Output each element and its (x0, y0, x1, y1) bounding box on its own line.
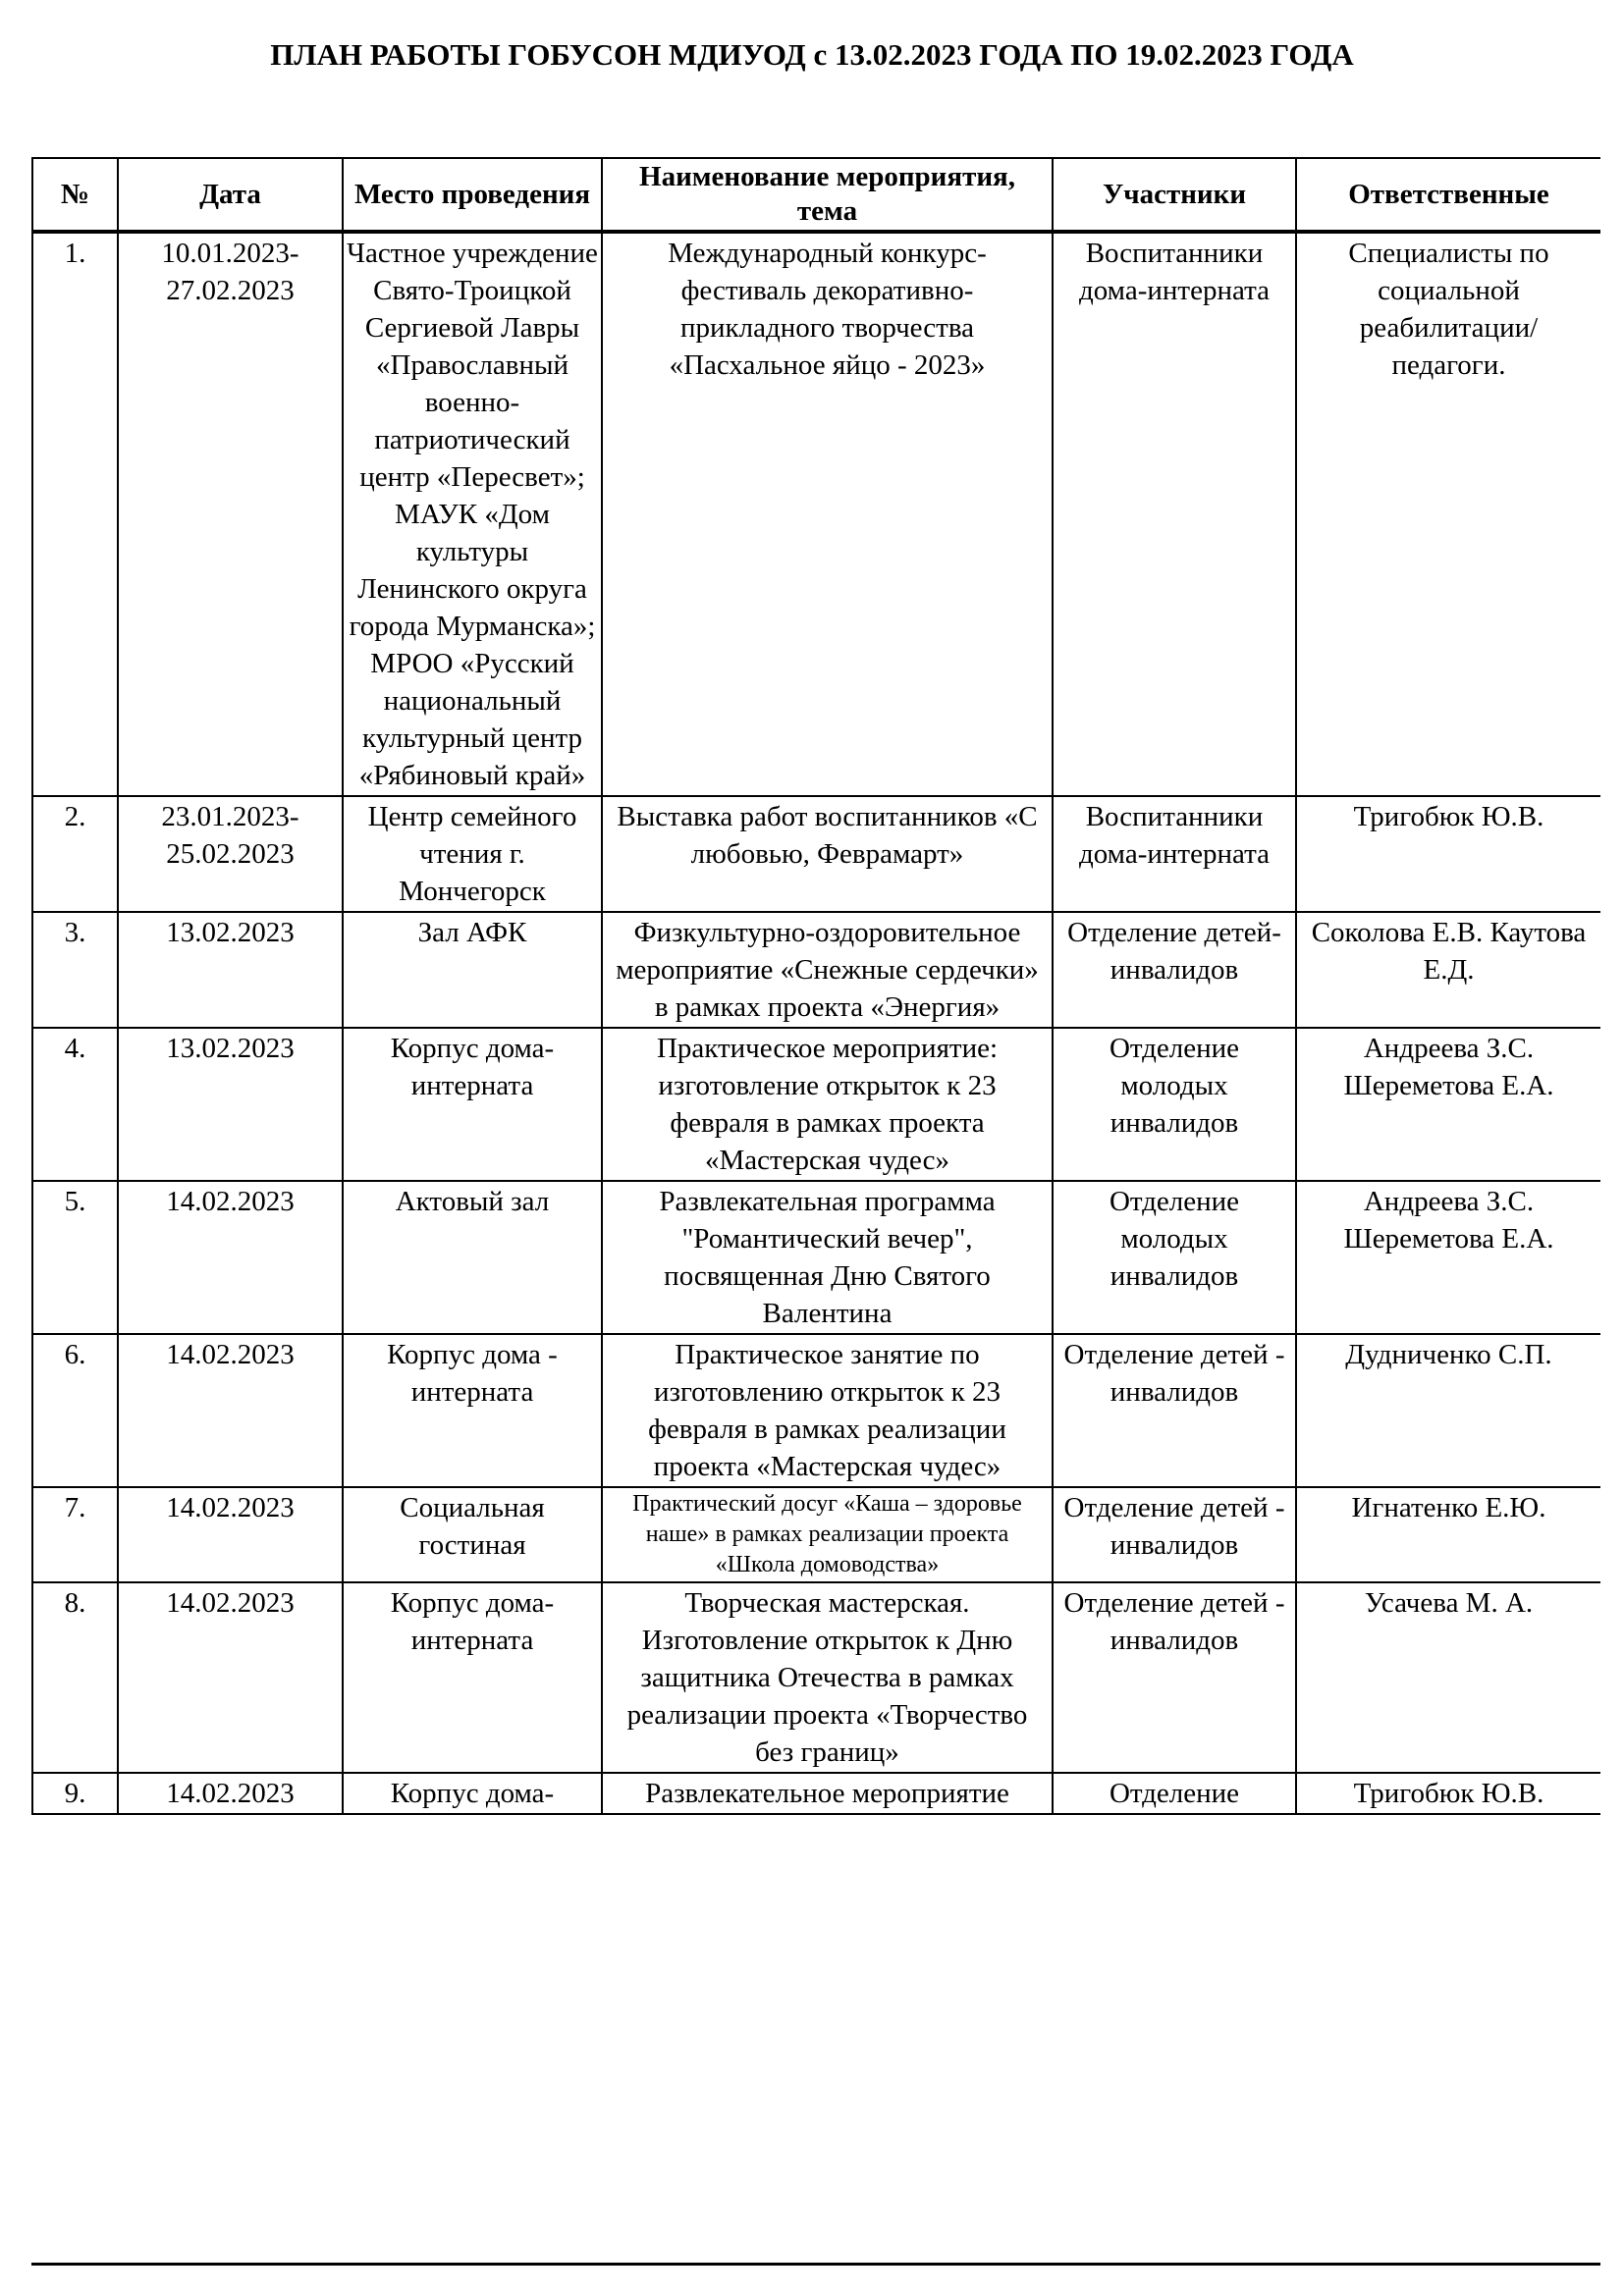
table-header-row (32, 158, 1600, 232)
cell-responsible: Специалисты по социальной реабилитации/ педагоги. (1296, 232, 1600, 796)
plan-table-container (31, 157, 1600, 2266)
plan-table (31, 157, 1600, 1815)
cell-place: Актовый зал (343, 1181, 602, 1334)
cell-num: 2. (32, 796, 118, 912)
cell-responsible: Андреева З.С. Шереметова Е.А. (1296, 1028, 1600, 1181)
table-row (32, 1334, 1600, 1487)
cell-responsible: Усачева М. А. (1296, 1582, 1600, 1773)
cell-date: 13.02.2023 (118, 1028, 343, 1181)
table-row (32, 912, 1600, 1028)
cell-participants: Отделение детей - инвалидов (1053, 1487, 1296, 1582)
table-row (32, 232, 1600, 796)
cell-event: Практическое занятие по изготовлению открыток к 23 февраля в рамках реализации проекта «Мастерская чудес» (602, 1334, 1053, 1487)
cell-participants: Отделение (1053, 1773, 1296, 1814)
cell-place: Частное учреждение Свято-Троицкой Сергиевой Лавры «Православный военно-патриотический центр «Пересвет»; МАУК «Дом культуры Ленинского округа города Мурманска»; МРОО «Русский национальный культурный центр «Рябиновый край» (343, 232, 602, 796)
cell-event: Творческая мастерская. Изготовление открыток к Дню защитника Отечества в рамках реализации проекта «Творчество без границ» (602, 1582, 1053, 1773)
cell-participants: Отделение молодых инвалидов (1053, 1028, 1296, 1181)
cell-responsible: Игнатенко Е.Ю. (1296, 1487, 1600, 1582)
cell-place: Зал АФК (343, 912, 602, 1028)
table-row (32, 1028, 1600, 1181)
table-row (32, 796, 1600, 912)
cell-num: 1. (32, 232, 118, 796)
cell-place: Корпус дома - интерната (343, 1334, 602, 1487)
cell-event: Международный конкурс-фестиваль декоративно-прикладного творчества «Пасхальное яйцо - 2023» (602, 232, 1053, 796)
cell-num: 5. (32, 1181, 118, 1334)
cell-num: 4. (32, 1028, 118, 1181)
cell-num: 8. (32, 1582, 118, 1773)
cell-participants: Отделение детей - инвалидов (1053, 1334, 1296, 1487)
cell-date: 14.02.2023 (118, 1582, 343, 1773)
cell-event: Практический досуг «Каша – здоровье наше» в рамках реализации проекта «Школа домоводства» (602, 1487, 1053, 1582)
header-cell-event: Наименование мероприятия, тема (602, 158, 1053, 232)
cell-participants: Воспитанники дома-интерната (1053, 796, 1296, 912)
cell-date: 14.02.2023 (118, 1181, 343, 1334)
cell-place: Социальная гостиная (343, 1487, 602, 1582)
cell-responsible: Тригобюк Ю.В. (1296, 796, 1600, 912)
cell-responsible: Тригобюк Ю.В. (1296, 1773, 1600, 1814)
table-row (32, 1487, 1600, 1582)
cell-participants: Воспитанники дома-интерната (1053, 232, 1296, 796)
cell-num: 3. (32, 912, 118, 1028)
cell-num: 7. (32, 1487, 118, 1582)
cell-num: 9. (32, 1773, 118, 1814)
cell-event: Выставка работ воспитанников «С любовью, Феврамарт» (602, 796, 1053, 912)
cell-place: Корпус дома-интерната (343, 1582, 602, 1773)
header-cell-participants: Участники (1053, 158, 1296, 232)
cell-date: 23.01.2023-25.02.2023 (118, 796, 343, 912)
cell-event: Физкультурно-оздоровительное мероприятие «Снежные сердечки» в рамках проекта «Энергия» (602, 912, 1053, 1028)
cell-place: Корпус дома- (343, 1773, 602, 1814)
cell-participants: Отделение детей - инвалидов (1053, 1582, 1296, 1773)
table-row (32, 1773, 1600, 1814)
cell-responsible: Андреева З.С. Шереметова Е.А. (1296, 1181, 1600, 1334)
cell-responsible: Соколова Е.В. Каутова Е.Д. (1296, 912, 1600, 1028)
cell-participants: Отделение детей-инвалидов (1053, 912, 1296, 1028)
cell-date: 13.02.2023 (118, 912, 343, 1028)
header-cell-date: Дата (118, 158, 343, 232)
cell-event: Практическое мероприятие: изготовление открыток к 23 февраля в рамках проекта «Мастерская чудес» (602, 1028, 1053, 1181)
cell-date: 14.02.2023 (118, 1487, 343, 1582)
cell-participants: Отделение молодых инвалидов (1053, 1181, 1296, 1334)
cell-date: 14.02.2023 (118, 1334, 343, 1487)
cell-date: 10.01.2023-27.02.2023 (118, 232, 343, 796)
cell-place: Корпус дома-интерната (343, 1028, 602, 1181)
table-row (32, 1582, 1600, 1773)
cell-event: Развлекательная программа "Романтический вечер", посвященная Дню Святого Валентина (602, 1181, 1053, 1334)
table-row (32, 1181, 1600, 1334)
cell-date: 14.02.2023 (118, 1773, 343, 1814)
cell-responsible: Дудниченко С.П. (1296, 1334, 1600, 1487)
header-cell-responsible: Ответственные (1296, 158, 1600, 232)
header-cell-num: № (32, 158, 118, 232)
cell-event: Развлекательное мероприятие (602, 1773, 1053, 1814)
document-title: ПЛАН РАБОТЫ ГОБУСОН МДИУОД с 13.02.2023 ГОДА ПО 19.02.2023 ГОДА (270, 37, 1354, 72)
header-cell-place: Место проведения (343, 158, 602, 232)
cell-place: Центр семейного чтения г. Мончегорск (343, 796, 602, 912)
cell-num: 6. (32, 1334, 118, 1487)
